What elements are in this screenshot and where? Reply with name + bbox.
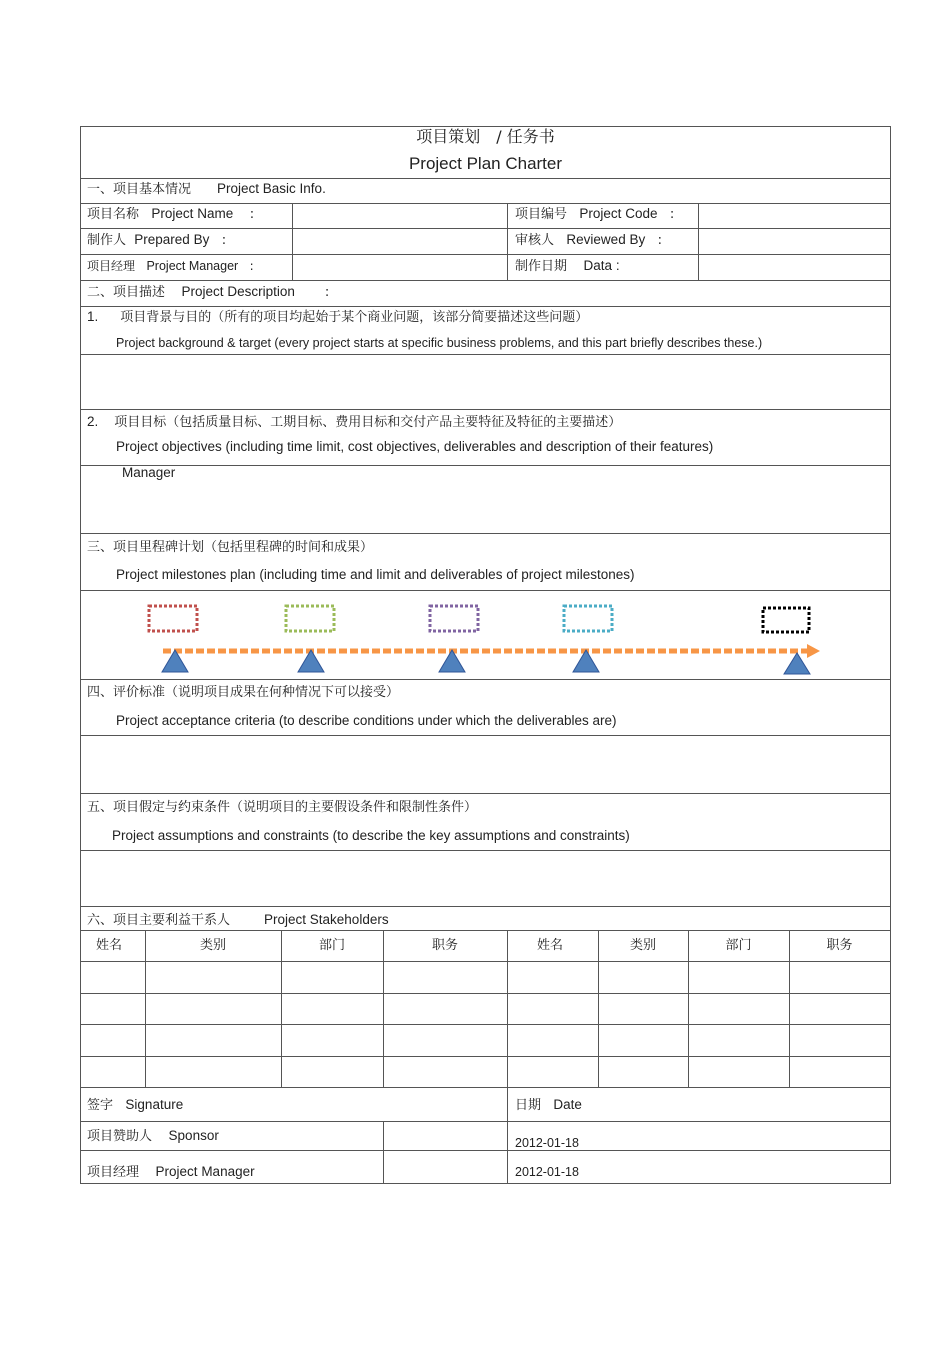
section5-heading-cn: 五、项目假定与约束条件（说明项目的主要假设条件和限制性条件）: [87, 800, 478, 815]
divider: [81, 906, 890, 907]
sponsor-signature-field[interactable]: [384, 1122, 507, 1150]
manager-signature-field[interactable]: [384, 1151, 507, 1184]
col-header-name-1: 姓名: [95, 938, 122, 953]
divider: [81, 930, 890, 931]
section3-heading-en: Project milestones plan (including time and limit and deliverables of project milestones): [116, 567, 635, 582]
project-charter-form: [80, 126, 891, 1184]
project-name-field[interactable]: [293, 204, 507, 228]
item1-content-area[interactable]: [82, 355, 890, 409]
milestone-box-5[interactable]: [763, 608, 809, 632]
section4-content-area[interactable]: [82, 736, 890, 793]
col-header-name-2: 姓名: [536, 938, 563, 953]
col-header-category-1: 类别: [199, 938, 226, 953]
divider: [507, 203, 508, 280]
divider: [81, 961, 890, 962]
divider: [81, 178, 890, 179]
divider: [81, 280, 890, 281]
title-en: Project Plan Charter: [408, 154, 563, 173]
sponsor-date[interactable]: 2012-01-18: [515, 1136, 579, 1150]
divider: [81, 1087, 890, 1088]
section5-content-area[interactable]: [82, 851, 890, 906]
section4-heading-cn: 四、评价标准（说明项目成果在何种情况下可以接受）: [87, 685, 400, 700]
prepared-by-field[interactable]: [293, 229, 507, 254]
item2-heading-cn: 2. 项目目标（包括质量目标、工期目标、费用目标和交付产品主要特征及特征的主要描述）: [87, 414, 622, 430]
col-header-department-2: 部门: [725, 938, 752, 953]
section4-heading-en: Project acceptance criteria (to describe conditions under which the deliverables are): [116, 713, 617, 728]
col-header-department-1: 部门: [318, 938, 345, 953]
reviewed-by-field[interactable]: [699, 229, 890, 254]
milestones-diagram: [81, 590, 890, 679]
date-label: 制作日期 Data :: [515, 258, 620, 274]
divider: [81, 1024, 890, 1025]
timeline-arrowhead: [807, 644, 820, 658]
signature-label: 签字 Signature: [87, 1097, 184, 1113]
section3-heading-cn: 三、项目里程碑计划（包括里程碑的时间和成果）: [87, 540, 374, 555]
col-header-category-2: 类别: [629, 938, 656, 953]
divider: [81, 679, 890, 680]
divider: [81, 465, 890, 466]
title-cn: 项目策划 / 任务书: [416, 127, 555, 146]
divider: [507, 1087, 508, 1184]
milestone-box-2[interactable]: [286, 606, 334, 631]
date-field[interactable]: [699, 255, 890, 280]
project-manager-label: 项目经理 Project Manager :: [87, 259, 254, 273]
item2-heading-en: Project objectives (including time limit, cost objectives, deliverables and description of their features): [116, 439, 714, 454]
sponsor-label: 项目赞助人 Sponsor: [87, 1128, 219, 1144]
divider: [81, 993, 890, 994]
divider: [81, 533, 890, 534]
divider: [81, 1056, 890, 1057]
item1-heading-cn: 1. 项目背景与目的（所有的项目均起始于某个商业问题，该部分简要描述这些问题）: [87, 309, 589, 325]
reviewed-by-label: 审核人 Reviewed By :: [515, 232, 663, 248]
section5-heading-en: Project assumptions and constraints (to describe the key assumptions and constraints): [112, 828, 630, 843]
project-code-label: 项目编号 Project Code :: [515, 206, 675, 222]
manager-label: 项目经理 Project Manager: [87, 1164, 255, 1180]
section2-heading: 二、项目描述 Project Description :: [87, 284, 330, 300]
item2-content[interactable]: Manager: [122, 465, 176, 480]
divider: [81, 306, 890, 307]
col-header-title-1: 职务: [431, 938, 458, 953]
milestone-marker-5: [784, 653, 810, 674]
section6-heading: 六、项目主要利益干系人 Project Stakeholders: [87, 912, 389, 928]
divider: [81, 793, 890, 794]
section1-heading: 一、项目基本情况 Project Basic Info.: [87, 181, 326, 197]
milestone-box-1[interactable]: [149, 606, 197, 631]
manager-date[interactable]: 2012-01-18: [515, 1165, 579, 1179]
divider: [81, 409, 890, 410]
project-code-field[interactable]: [699, 204, 890, 228]
signature-date-label: 日期 Date: [515, 1097, 582, 1113]
milestone-box-3[interactable]: [430, 606, 478, 631]
project-name-label: 项目名称 Project Name :: [87, 206, 255, 222]
project-manager-field[interactable]: [293, 255, 507, 280]
prepared-by-label: 制作人 Prepared By :: [87, 232, 227, 248]
col-header-title-2: 职务: [826, 938, 853, 953]
milestone-box-4[interactable]: [564, 606, 612, 631]
item1-heading-en: Project background & target (every project starts at specific business problems, and this part briefly describes these.): [116, 336, 763, 350]
